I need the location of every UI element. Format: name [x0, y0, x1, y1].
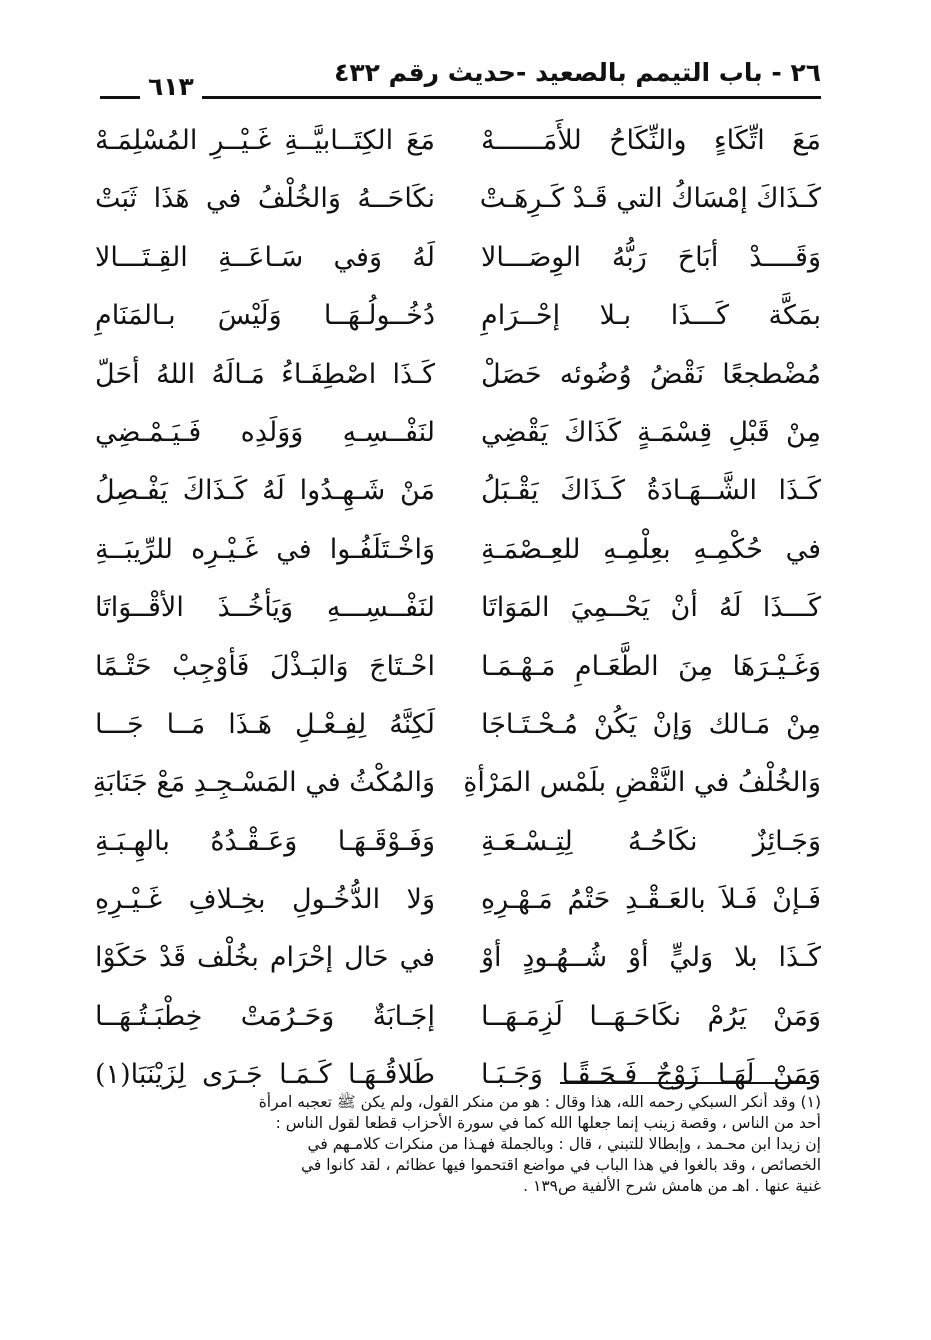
hemistich-left: طَلاقُـهَـا كَـمَـا جَـرَى لِزَيْنَبَا(١) [95, 1059, 435, 1091]
chapter-title: ٢٦ - باب التيمم بالصعيد -حديث رقم ٤٣٢ [334, 58, 821, 87]
running-header [100, 58, 821, 100]
verse-2 [95, 170, 821, 228]
verse-12 [92, 754, 821, 812]
hemistich-right: كَـذَا بلا وَليٍّ أوْ شُــهُـودٍ أوْ [481, 942, 821, 974]
hemistich-left: نكَاحَــهُ وَالخُلْفُ في هَذَا ثَبَتْ [95, 183, 435, 215]
hemistich-left: كَـذَا اصْطِفَـاءُ مَـالَهُ اللهُ أحَلّ [95, 358, 435, 390]
footnote-line: غنية عنها . اهـ من هامش شرح الألفية ص١٣٩ . [523, 1177, 821, 1195]
hemistich-right: مَعَ اتِّكَاءٍ والنِّكَاحُ للأَمَــــــهْ [481, 125, 821, 156]
hemistich-left: وَلا الدُّخُـولِ بخِـلافِ غَـيْـرِهِ [95, 884, 435, 916]
hemistich-right: مُضْطجعًا نَقْضُ وُضُوئه حَصَلْ [481, 358, 821, 390]
hemistich-right: وَقَــــدْ أبَاحَ رَبُّهُ الوِصَـــالا [481, 241, 821, 273]
hemistich-right: بمَكَّة كَـــذَا بـلا إحْــرَامِ [481, 300, 821, 332]
page-number: ٦١٣ [140, 72, 202, 101]
verse-5 [95, 346, 821, 404]
hemistich-left: إجَـابَةٌ وَحَـرُمَتْ خِطْبَـتُـهَــا [95, 1000, 435, 1032]
hemistich-left: مَنْ شَـهِـدُوا لَهُ كَـذَاكَ يَفْـصِلُ [95, 475, 435, 507]
verse-7 [95, 462, 821, 520]
hemistich-right: في حُكْمِـهِ بعِلْمِـهِ للعِـصْمَـةِ [481, 533, 821, 565]
verse-11 [95, 696, 821, 754]
verse-15 [95, 929, 821, 987]
verse-1 [95, 112, 821, 170]
hemistich-right: كَـذَاكَ إمْسَاكُ التي قَـدْ كَـرِهَـتْ [479, 183, 821, 215]
footnote [110, 1092, 821, 1197]
footnote-line: إن زيدا ابن محـمد ، وإبطالا للتبني ، قال : وبالجملة فهـذا من منكرات كلامـهم في [307, 1135, 821, 1153]
hemistich-right: وَمَنْ يَرُمْ نكَاحَـهَــا لَزِمَـهَــا [481, 1000, 821, 1032]
header-rule [100, 96, 821, 99]
hemistich-left: دُخُــولُـهَــا وَلَيْسَ بـالمَنَامِ [95, 300, 435, 332]
hemistich-left: في حَال إحْرَام بخُلْف قَدْ حَكَوْا [95, 942, 435, 974]
verse-16 [95, 988, 821, 1046]
hemistich-left: وَاخْـتَلَفُـوا في غَـيْـرِه للرِّيبَــةِ [95, 533, 435, 565]
footnote-line: أحد من الناس ، وقصة زينب إنما جعلها الله كما في سورة الأحزاب قطعا لقول الناس : [275, 1114, 821, 1132]
verse-13 [95, 813, 821, 871]
verse-14 [95, 871, 821, 929]
hemistich-right: وَجَـائِزٌ نكَاحُـهُ لِتِـسْـعَـةِ [481, 825, 821, 857]
hemistich-left: مَعَ الكِتَــابيَّــةِ غَـيْــرِ المُسْلِمَـهْ [95, 125, 435, 156]
footnote-line: الخصائص ، وقد بالغوا في هذا الباب في مواضع اقتحموا فيها عظائم ، لقد كانوا في [300, 1156, 821, 1174]
hemistich-right: كَـذَا الشَّــهَـادَةُ كَـذَاكَ يَقْـبَلُ [481, 475, 821, 507]
footnote-line: (١) وقد أنكر السبكي رحمه الله، هذا وقال : هو من منكر القول، ولم يكن ﷺ تعجبه امرأة [258, 1093, 821, 1111]
hemistich-right: وَمَنْ لَهَـا زَوْجٌ فَـحَـقًـا وَجَـبَـا [481, 1059, 821, 1091]
hemistich-right: مِنْ مَـالك وَإنْ يَكُنْ مُـحْـتَـاجَا [481, 708, 821, 740]
hemistich-left: لنَفْــسِـــهِ وَيَأخُــذَ الأقْــوَاتَا [95, 592, 435, 624]
verse-4 [95, 287, 821, 345]
hemistich-left: لَكِنَّهُ لِفِـعْـلِ هَـذَا مَــا جَـــا [95, 708, 435, 740]
hemistich-left: وَالمُكْثُ في المَسْـجِـدِ مَعْ جَنَابَةِ [92, 767, 435, 799]
hemistich-right: وَالخُلْفُ في النَّقْضِ بلَمْس المَرْأةِ [463, 767, 821, 799]
verse-8 [95, 521, 821, 579]
verse-10 [95, 638, 821, 696]
hemistich-right: كَـــذَا لَهُ أنْ يَحْــمِيَ المَوَاتَا [481, 592, 821, 624]
hemistich-right: وَغَـيْـرَهَا مِنَ الطَّعَـامِ مَـهْـمَـا [481, 650, 821, 682]
verse-3 [95, 229, 821, 287]
hemistich-right: فَـإنْ فَـلاَ بالعَـقْـدِ حَتْمُ مَـهْـرِهِ [481, 884, 821, 916]
verse-9 [95, 579, 821, 637]
hemistich-left: لنَفْــسِـهِ وَوَلَدِه فَـيَـمْـضِي [95, 416, 435, 448]
poem-body [92, 112, 821, 1105]
footnote-separator [560, 1082, 810, 1084]
hemistich-left: احْـتَاجَ وَالبَـذْلَ فَأوْجِبْ حَتْـمًا [95, 650, 435, 682]
hemistich-left: لَهُ وَفي سَـاعَــةِ القِـتَـــالا [95, 241, 435, 273]
hemistich-left: وَفَـوْقَـهَـا وَعَـقْـدُهُ بالهِـبَـةِ [95, 825, 435, 857]
verse-6 [95, 404, 821, 462]
hemistich-right: مِنْ قَبْلِ قِسْمَـةٍ كَذَاكَ يَقْضِي [481, 416, 821, 448]
